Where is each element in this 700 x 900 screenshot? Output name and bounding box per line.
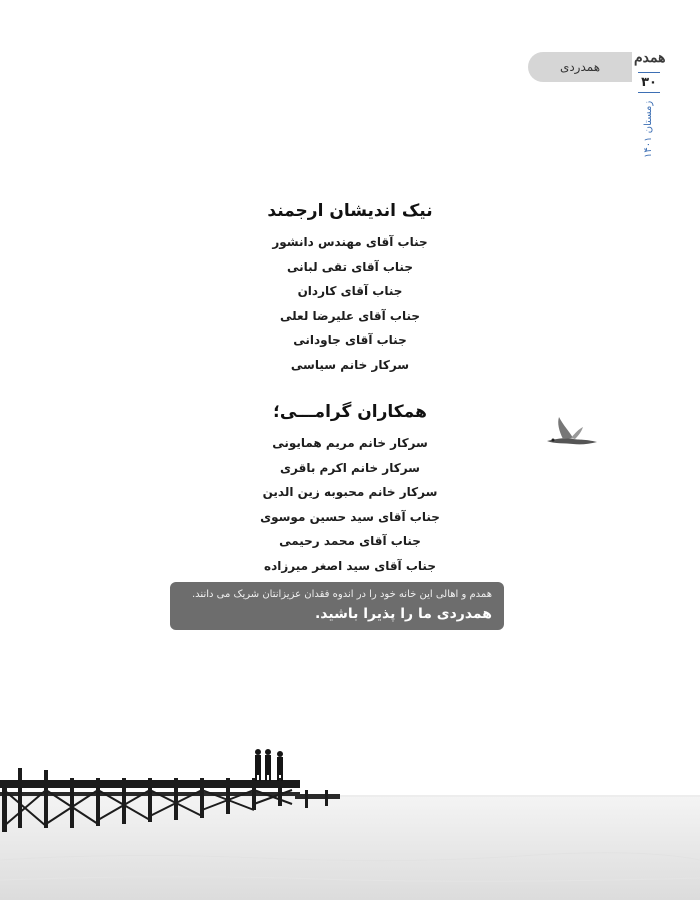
group-title-colleagues: همکاران گرامـــی؛ [273, 402, 427, 422]
condolence-message-box [170, 582, 504, 630]
list-item: جناب آقای محمد رحیمی [279, 534, 421, 548]
list-item: سرکار خانم سیاسی [290, 357, 410, 372]
list-item: جناب آقای جاودانی [293, 333, 407, 347]
name-list-distinguished [230, 230, 470, 377]
list-item: جناب آقای کاردان [297, 284, 403, 298]
message-line-2: همدردی ما را پذیرا باشید. [314, 606, 492, 622]
side-strip [634, 50, 664, 160]
section-tab: همدردی [528, 52, 632, 82]
list-item: جناب آقای مهندس دانشور [272, 235, 428, 249]
name-list-colleagues [230, 431, 470, 578]
pier-scene [0, 740, 700, 900]
list-item: سرکار خانم محبوبه زین الدین [262, 485, 438, 499]
list-item: سرکار خانم اکرم باقری [280, 460, 420, 475]
message-line-1: همدم و اهالی این خانه خود را در اندوه فقدان عزیزانتان شریک می دانند. [192, 589, 492, 600]
magazine-logo: همدم [634, 50, 666, 66]
list-item: جناب آقای سید اصغر میرزاده [264, 558, 436, 573]
group-distinguished [230, 198, 470, 377]
page-number: ۳۰ [638, 72, 660, 93]
seagull-icon [545, 415, 599, 449]
group-colleagues [230, 399, 470, 578]
issue-date: زمستان ۱۴۰۱ [643, 100, 654, 158]
list-item: جناب آقای علیرضا لعلی [280, 308, 420, 323]
condolence-content [230, 198, 470, 578]
list-item: جناب آقای سید حسین موسوی [260, 509, 440, 524]
list-item: جناب آقای تقی لبانی [287, 259, 413, 274]
list-item: سرکار خانم مریم همایونی [272, 436, 428, 450]
group-title-distinguished: نیک اندیشان ارجمند [267, 201, 433, 221]
